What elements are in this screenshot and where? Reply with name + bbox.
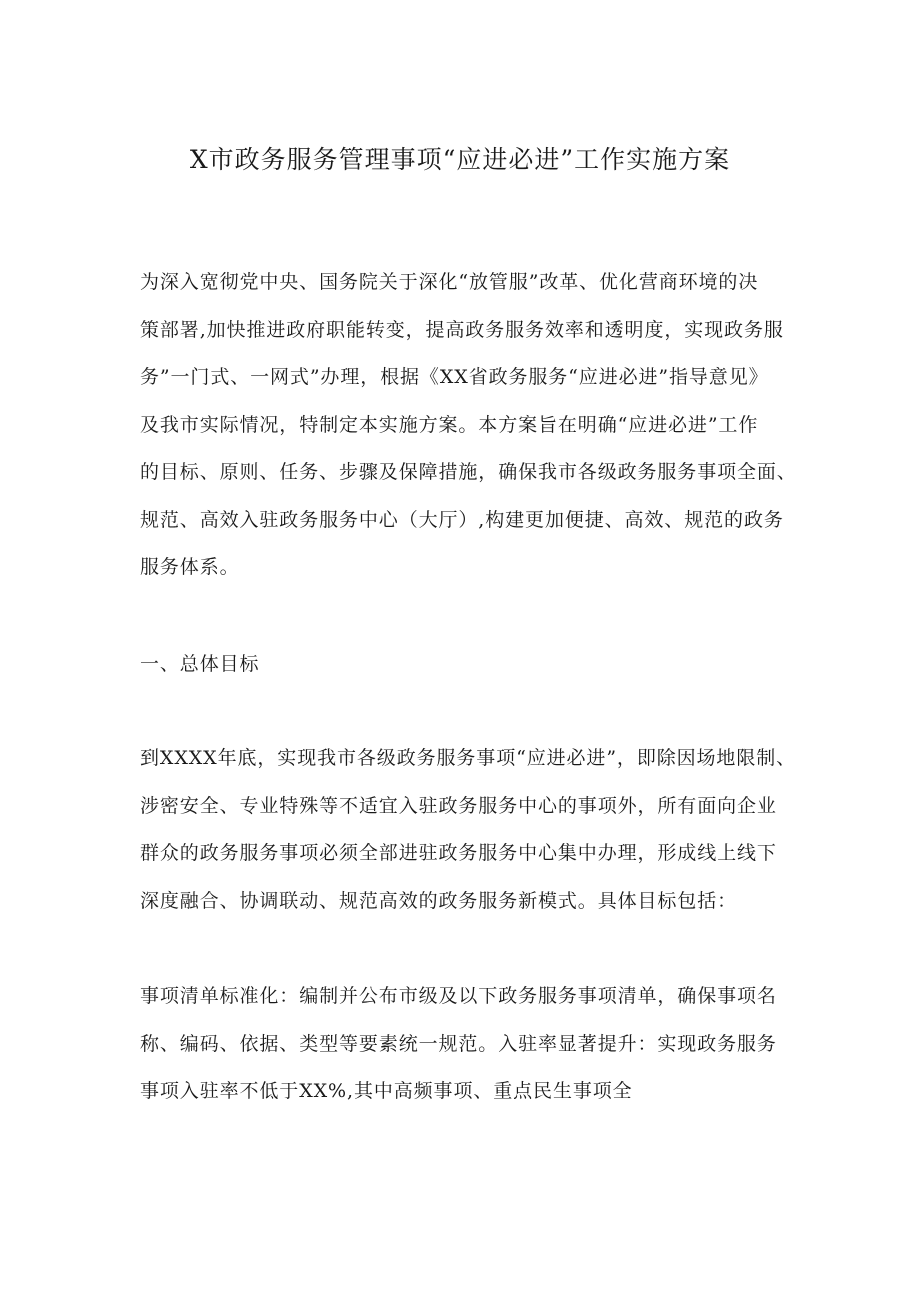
text-line: 涉密安全、专业特殊等不适宜入驻政务服务中心的事项外，所有面向企业 — [140, 794, 777, 817]
text-line: 到XXXX年底，实现我市各级政务服务事项“应进必进”，即除因场地限制、 — [140, 747, 797, 769]
text-line: 群众的政务服务事项必须全部进驻政务服务中心集中办理，形成线上线下 — [140, 842, 777, 864]
document-title: X市政务服务管理事项“应进必进”工作实施方案 — [189, 145, 731, 174]
text-line: 务”一门式、一网式”办理，根据《XX省政务服务“应进必进”指导意见》 — [140, 366, 769, 388]
section-heading-text: 一、总体目标 — [140, 653, 260, 675]
section-heading — [140, 641, 790, 689]
text-line: 的目标、原则、任务、步骤及保障措施，确保我市各级政务服务事项全面、 — [140, 461, 797, 483]
text-line: 事项入驻率不低于XX%,其中高频事项、重点民生事项全 — [140, 1080, 633, 1102]
goal-paragraph — [140, 735, 797, 925]
text-line: 服务体系。 — [140, 556, 240, 578]
detail-paragraph — [140, 973, 790, 1116]
text-line: 称、编码、依据、类型等要素统一规范。入驻率显著提升：实现政务服务 — [140, 1032, 777, 1055]
text-line: 为深入宽彻党中央、国务院关于深化“放管服”改革、优化营商环境的决 — [140, 271, 759, 293]
text-line: 策部署,加快推进政府职能转变，提高政务服务效率和透明度，实现政务服 — [140, 318, 784, 341]
intro-paragraph — [140, 259, 797, 592]
text-line: 事项清单标准化：编制并公布市级及以下政务服务事项清单，确保事项名 — [140, 985, 777, 1007]
text-line: 及我市实际情况，特制定本实施方案。本方案旨在明确“应进必进”工作 — [140, 413, 759, 436]
text-line: 深度融合、协调联动、规范高效的政务服务新模式。具体目标包括： — [140, 889, 738, 912]
text-line: 规范、高效入驻政务服务中心（大厅）,构建更加便捷、高效、规范的政务 — [140, 508, 784, 531]
